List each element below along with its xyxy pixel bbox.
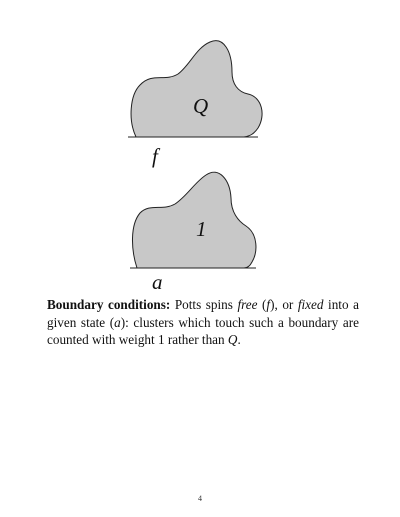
bottom-cluster-shape xyxy=(132,172,255,268)
caption-text-4: into a given state ( xyxy=(47,297,359,330)
caption-heading: Boundary conditions: xyxy=(47,297,171,312)
bottom-shape-label: 1 xyxy=(196,217,207,241)
caption-f-symbol: f xyxy=(266,297,271,312)
caption-text-3: ), or xyxy=(270,297,298,312)
page-number: 4 xyxy=(198,494,202,503)
caption-text-1: Potts spins xyxy=(170,297,238,312)
figure-caption xyxy=(47,296,359,349)
top-cluster-shape xyxy=(131,41,262,137)
caption-text-2: ( xyxy=(257,297,267,312)
bottom-boundary-label: a xyxy=(152,270,163,290)
caption-a-symbol: a xyxy=(114,314,121,330)
top-shape-label: Q xyxy=(193,94,209,118)
caption-q-symbol: Q xyxy=(227,332,238,347)
caption-text-5: ): clusters which touch such a boundary are counted with weight 1 rather than xyxy=(47,314,359,347)
caption-fixed-word: fixed xyxy=(297,297,324,312)
caption-text-6: . xyxy=(237,332,241,347)
caption-free-word: free xyxy=(237,297,258,312)
top-boundary-label: f xyxy=(152,144,158,168)
